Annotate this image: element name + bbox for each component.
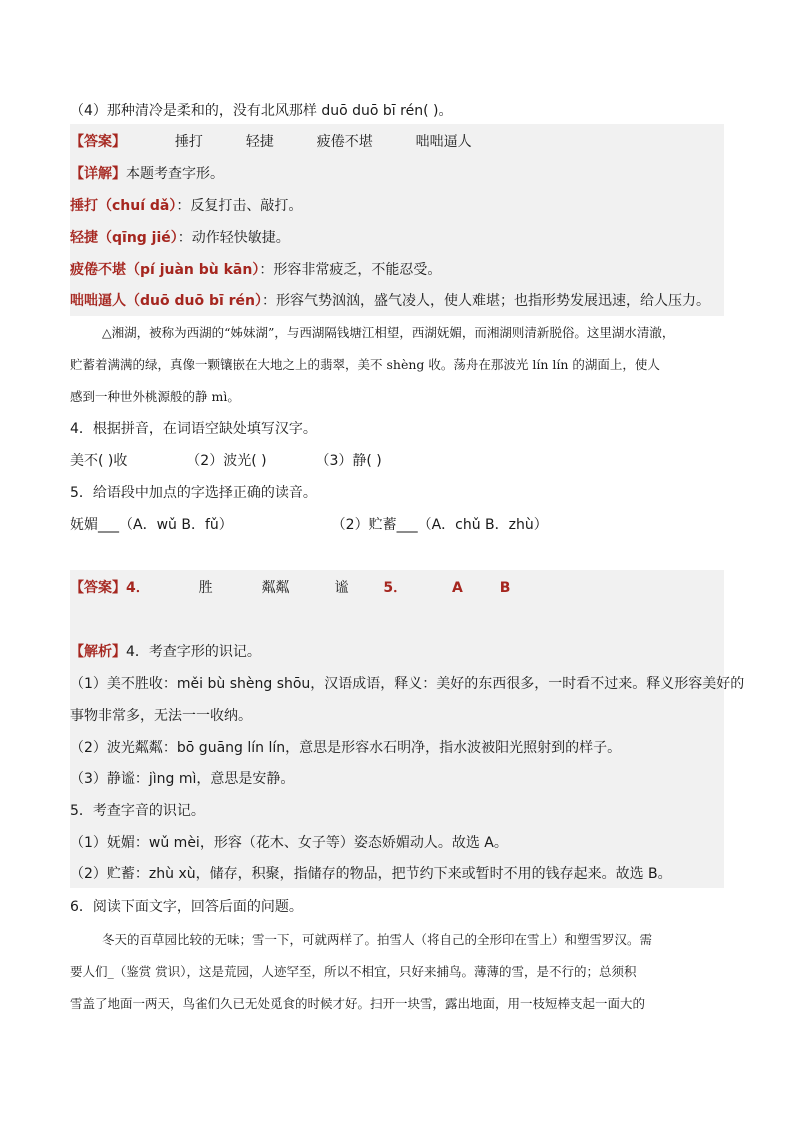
detail-item [70, 260, 441, 280]
question-6-title: 6．阅读下面文字，回答后面的问题。 [70, 899, 303, 915]
blank-item: （3）静( ) [315, 453, 382, 469]
question-5-title: 5．给语段中加点的字选择正确的读音。 [70, 485, 317, 501]
answer-label: 【答案】4． [70, 580, 150, 596]
answer-word: 粼粼 [261, 580, 290, 596]
answer-word: 疲倦不堪 [316, 134, 373, 150]
passage-2-line: 要人们_（鉴赏 赏识），这是荒园，人迹罕至，所以不相宜，只好来捕鸟。薄薄的雪，是不行的；总须积 [70, 964, 637, 979]
detail-term: 疲倦不堪（pí juàn bù kān） [70, 262, 260, 278]
detail-text: ：反复打击、敲打。 [176, 198, 303, 214]
question-5-items [70, 515, 548, 535]
detail-item [70, 291, 710, 311]
passage-1-line: △湘湖，被称为西湖的“姊妹湖”，与西湖隔钱塘江相望，西湖妩媚，而湘湖则清新脱俗。这里湖水清澈， [102, 325, 675, 340]
detail-text: ：动作轻快敏捷。 [177, 230, 290, 246]
detail-term: 轻捷（qīng jié） [70, 230, 178, 246]
analysis-text: 4．考查字形的识记。 [126, 644, 261, 660]
analysis-line: （2）贮蓄：zhù xù，储存，积聚，指储存的物品，把节约下来或暂时不用的钱存起来。故选 B。 [70, 866, 672, 882]
answer-label: 【答案】 [70, 134, 126, 150]
detail-item [70, 196, 302, 216]
passage-1-line: 贮蓄着满满的绿，真像一颗镶嵌在大地之上的翡翠，美不 shèng 收。荡舟在那波光 lín lín 的湖面上，使人 [70, 357, 660, 372]
analysis-line: （1）妩媚：wǔ mèi，形容（花木、女子等）姿态娇媚动人。故选 A。 [70, 835, 508, 851]
analysis-line: （3）静谧：jìng mì，意思是安静。 [70, 771, 295, 787]
blank-item: （2）波光( ) [186, 453, 267, 469]
detail-text: ：形容非常疲乏，不能忍受。 [259, 262, 442, 278]
answer-1-row [70, 132, 472, 152]
detail-intro-text: 本题考查字形。 [126, 166, 224, 182]
question-4-sentence: （4）那种清冷是柔和的，没有北风那样 duō duō bī rén( )。 [70, 103, 453, 119]
answer-5-label: 5． [383, 580, 408, 596]
analysis-line: （1）美不胜收：měi bù shèng shōu，汉语成语，释义：美好的东西很多，一时看不过来。释义形容美好的 [70, 676, 745, 692]
analysis-label: 【解析】 [70, 644, 126, 660]
passage-2-line: 冬天的百草园比较的无味；雪一下，可就两样了。拍雪人（将自己的全形印在雪上）和塑雪罗汉。需 [102, 932, 653, 947]
detail-item [70, 228, 290, 248]
choice-item: 妩媚___（A．wǔ B．fǔ） [70, 517, 233, 533]
analysis-line: 事物非常多，无法一一收纳。 [70, 708, 252, 724]
answer-word: 轻捷 [245, 134, 274, 150]
detail-label: 【详解】 [70, 166, 126, 182]
analysis-line: 5．考查字音的识记。 [70, 803, 205, 819]
answer-2-row [70, 578, 510, 598]
question-4-title: 4．根据拼音，在词语空缺处填写汉字。 [70, 421, 317, 437]
question-4-items [70, 451, 382, 471]
answer-word: 咄咄逼人 [415, 134, 472, 150]
passage-1-line: 感到一种世外桃源般的静 mì。 [70, 389, 240, 404]
passage-2-line: 雪盖了地面一两天，鸟雀们久已无处觅食的时候才好。扫开一块雪，露出地面，用一枝短棒支起一面大的 [70, 996, 646, 1011]
answer-word: 捶打 [174, 134, 203, 150]
analysis-line: （2）波光粼粼：bō guāng lín lín，意思是形容水石明净，指水波被阳光照射到的样子。 [70, 740, 622, 756]
choice-item: （2）贮蓄___（A．chǔ B．zhù） [331, 517, 548, 533]
detail-1-intro [70, 164, 224, 184]
detail-term: 捶打（chuí dǎ） [70, 198, 177, 214]
answer-choice: A [452, 580, 463, 596]
answer-word: 谧 [334, 580, 349, 596]
answer-word: 胜 [198, 580, 213, 596]
answer-choice: B [499, 580, 511, 596]
answer-block-1-background [70, 124, 724, 316]
blank-item: 美不( )收 [70, 453, 128, 469]
detail-text: ：形容气势汹汹，盛气凌人，使人难堪；也指形势发展迅速，给人压力。 [262, 293, 711, 309]
detail-term: 咄咄逼人（duō duō bī rén） [70, 293, 263, 309]
analysis-line [70, 642, 261, 662]
